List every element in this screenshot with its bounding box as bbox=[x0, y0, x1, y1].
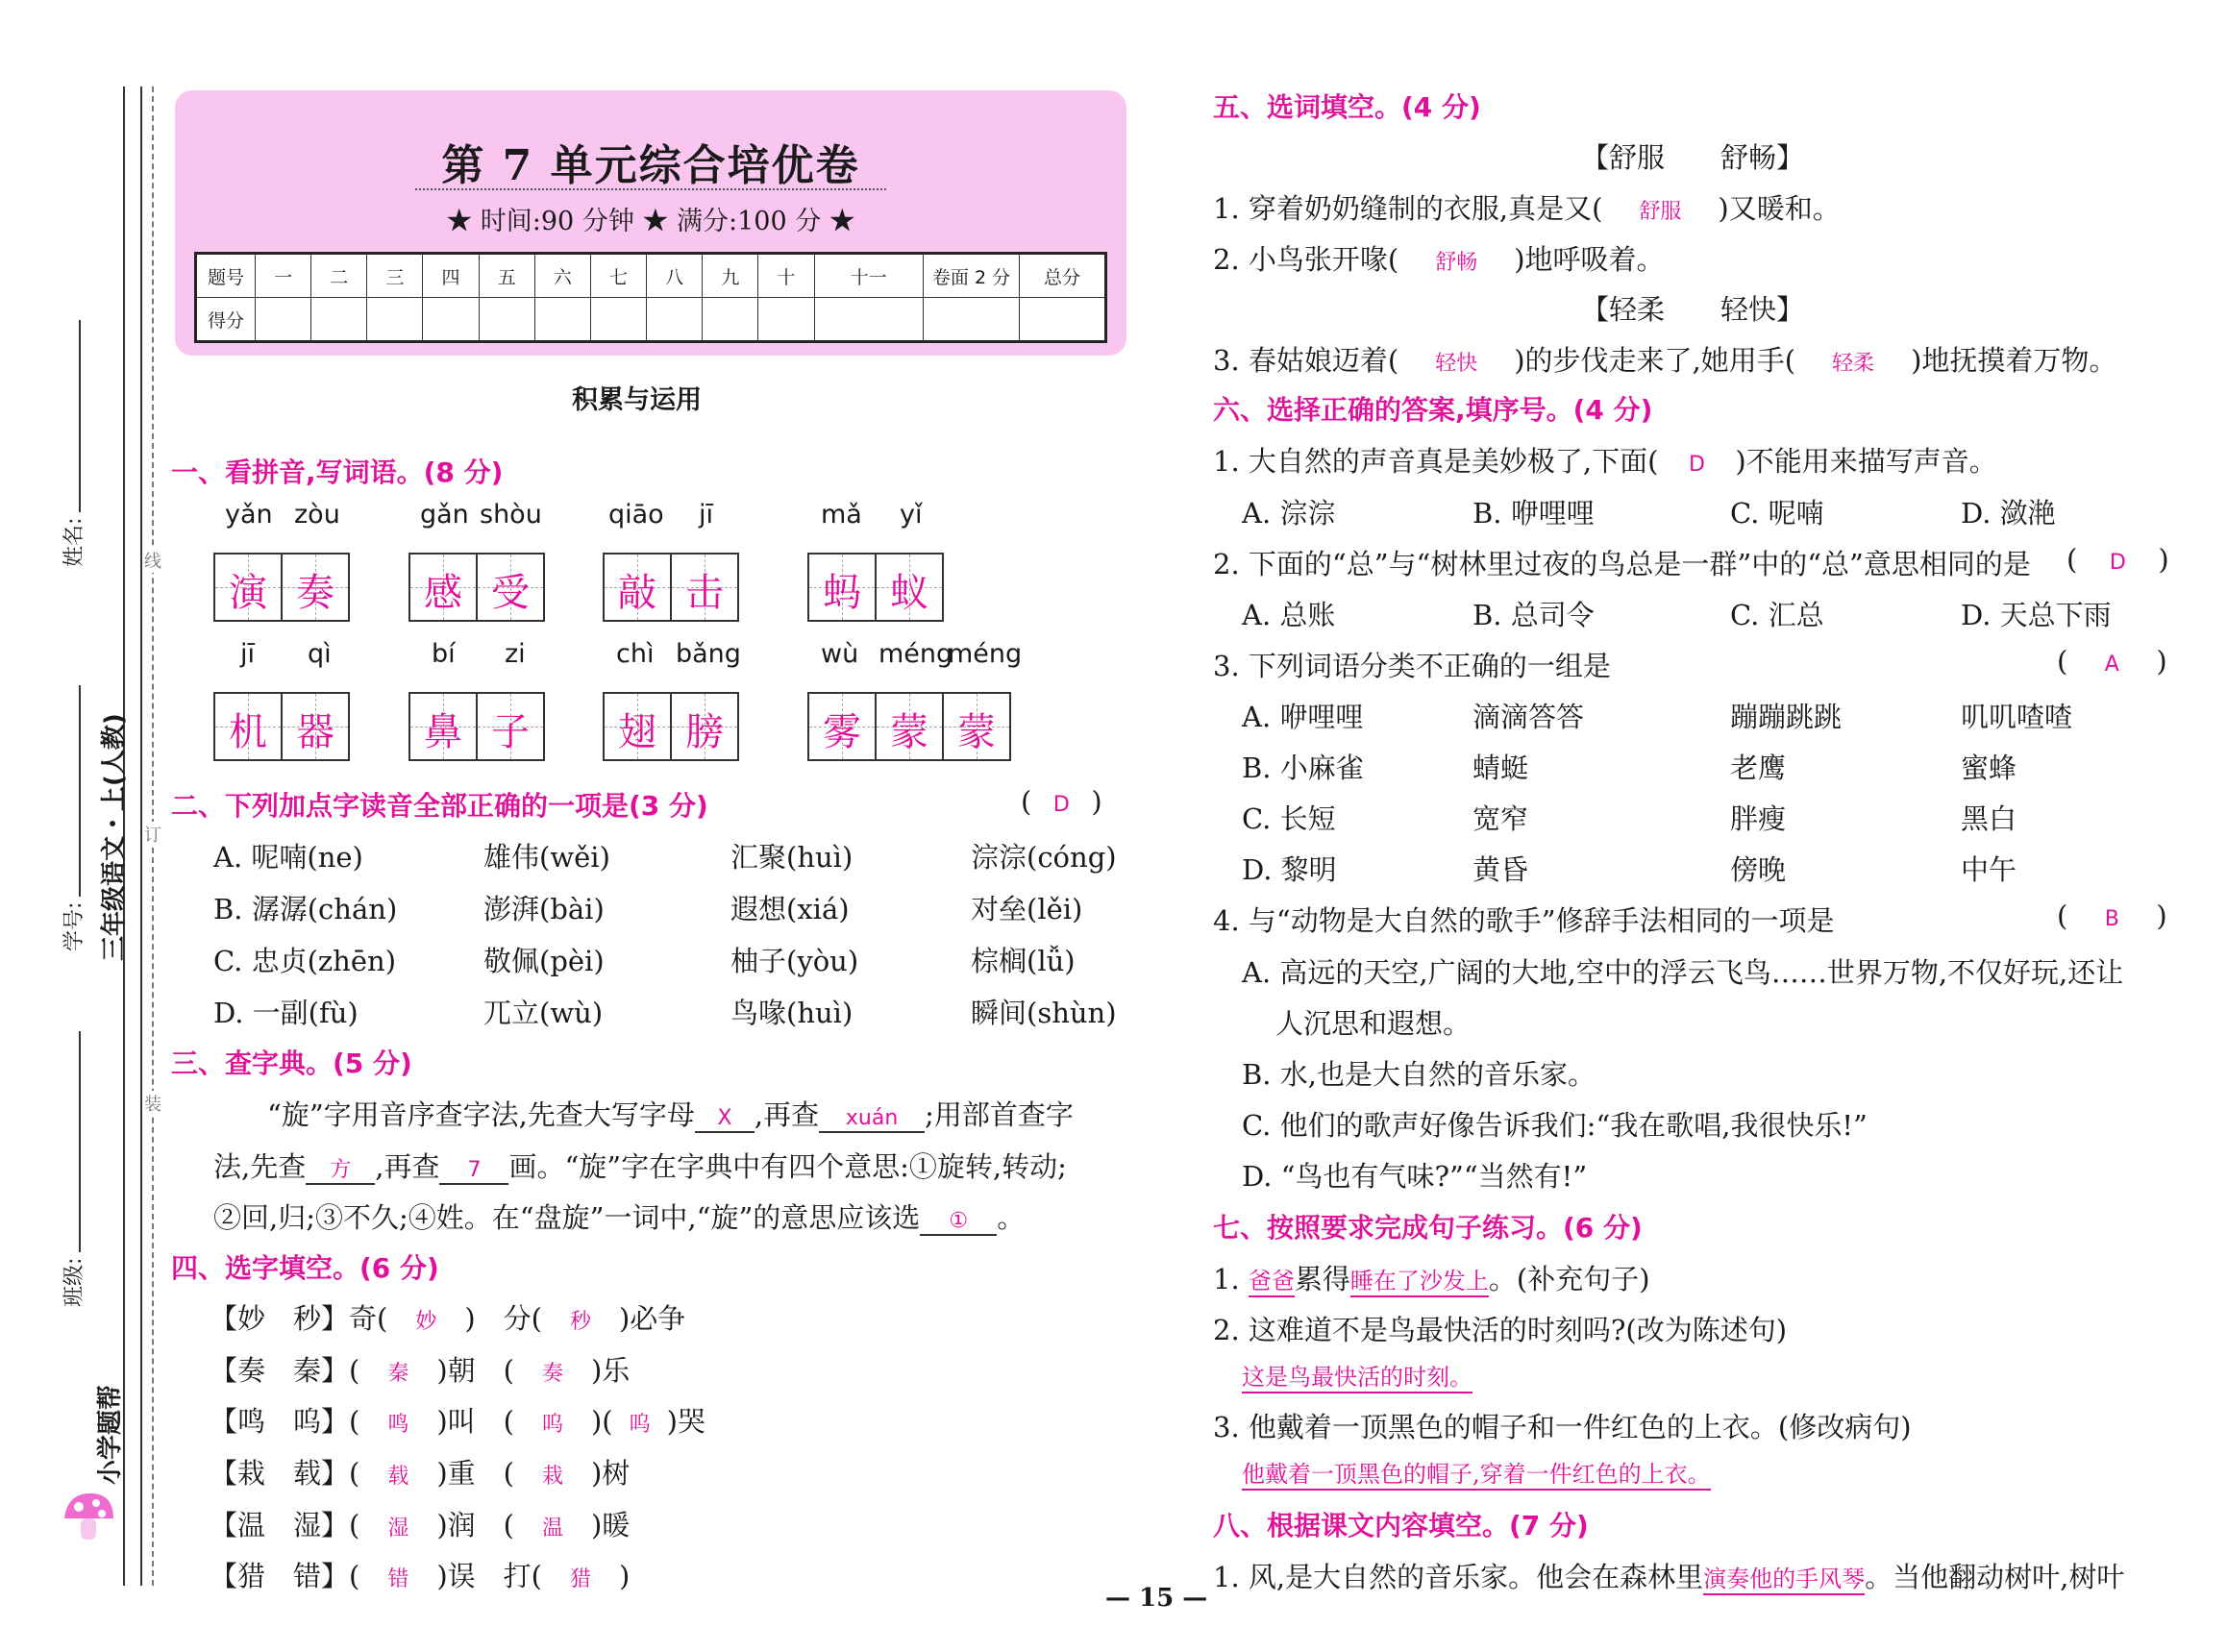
q6-option: 老鹰 bbox=[1730, 752, 1787, 784]
q2-option: 淙淙(cóng) bbox=[971, 841, 1117, 874]
score-header-cell: 卷面 2 分 bbox=[924, 254, 1020, 298]
pinyin: zòu bbox=[294, 500, 340, 530]
q5-word-group: 【舒服 舒畅】 bbox=[1581, 141, 1805, 174]
score-header-cell: 一 bbox=[256, 254, 311, 298]
q6-option: C. 他们的歌声好像告诉我们:“我在歌唱,我很快乐!” bbox=[1242, 1109, 1868, 1142]
score-header-cell: 七 bbox=[590, 254, 646, 298]
q4-row: 【栽 载】( 载 )重 ( 栽 )树 bbox=[210, 1457, 631, 1490]
score-cell[interactable] bbox=[534, 298, 590, 342]
score-header-cell: 总分 bbox=[1020, 254, 1106, 298]
q4-row: 【猎 错】( 错 )误 打( 猎 ) bbox=[210, 1560, 631, 1592]
page-subtitle: ★ 时间:90 分钟 ★ 满分:100 分 ★ bbox=[446, 207, 855, 236]
pinyin: qì bbox=[308, 639, 332, 669]
q2-option: 兀立(wù) bbox=[483, 997, 604, 1029]
q3-title: 三、查字典。(5 分) bbox=[171, 1048, 412, 1079]
q2-option: 遐想(xiá) bbox=[730, 893, 850, 925]
q6-option: A. 淙淙 bbox=[1242, 497, 1336, 530]
score-cell[interactable] bbox=[256, 298, 311, 342]
q6-option: C. 汇总 bbox=[1730, 599, 1824, 631]
score-header-cell: 十 bbox=[758, 254, 814, 298]
char-box: 受 bbox=[476, 553, 545, 622]
score-cell[interactable] bbox=[479, 298, 534, 342]
score-cell[interactable] bbox=[703, 298, 758, 342]
score-table-score-row bbox=[196, 298, 1106, 342]
score-header-cell: 二 bbox=[311, 254, 367, 298]
char-box: 蒙 bbox=[942, 692, 1011, 761]
char-box: 膀 bbox=[670, 692, 739, 761]
score-cell[interactable] bbox=[311, 298, 367, 342]
pinyin: jī bbox=[240, 639, 256, 669]
q2-option: 鸟喙(huì) bbox=[730, 997, 854, 1029]
score-header-cell: 四 bbox=[423, 254, 479, 298]
score-header-cell: 九 bbox=[703, 254, 758, 298]
q4-title: 四、选字填空。(6 分) bbox=[171, 1252, 439, 1284]
char-box: 感 bbox=[408, 553, 478, 622]
q6-option: A. 高远的天空,广阔的大地,空中的浮云飞鸟……世界万物,不仅好玩,还让 bbox=[1242, 956, 2124, 989]
q5-sentence: 2. 小鸟张开喙( 舒畅 )地呼吸着。 bbox=[1213, 243, 1665, 276]
q6-option: 黄昏 bbox=[1472, 853, 1529, 886]
q6-option: 宽窄 bbox=[1472, 802, 1529, 835]
q6-stem: 3. 下列词语分类不正确的一组是 bbox=[1213, 650, 1611, 682]
score-header-cell: 题号 bbox=[196, 254, 256, 298]
char-box: 奏 bbox=[281, 553, 350, 622]
q5-word-group: 【轻柔 轻快】 bbox=[1581, 293, 1805, 326]
pinyin: chì bbox=[616, 639, 655, 669]
pinyin: méng bbox=[878, 639, 953, 669]
char-box: 蚁 bbox=[875, 553, 944, 622]
q5-sentence: 3. 春姑娘迈着( 轻快 )的步伐走来了,她用手( 轻柔 )地抚摸着万物。 bbox=[1213, 344, 2117, 377]
q6-option: D. “鸟也有气味?”“当然有!” bbox=[1242, 1160, 1588, 1193]
q5-title: 五、选词填空。(4 分) bbox=[1213, 91, 1481, 123]
pinyin: mǎ bbox=[821, 500, 862, 530]
header-card bbox=[175, 90, 1126, 356]
q6-answer-bracket: ( B ) bbox=[2057, 900, 2167, 932]
q2-option: 汇聚(huì) bbox=[730, 841, 854, 874]
q6-option: C. 呢喃 bbox=[1730, 497, 1824, 530]
q2-option: B. 潺潺(chán) bbox=[213, 893, 398, 925]
q3-answer-letter: X bbox=[717, 1106, 732, 1130]
q2-option: 瞬间(shùn) bbox=[971, 997, 1117, 1029]
q6-option: D. 天总下雨 bbox=[1961, 599, 2112, 631]
q2-answer: D bbox=[1052, 793, 1070, 817]
q6-title: 六、选择正确的答案,填序号。(4 分) bbox=[1213, 394, 1653, 426]
score-table-header-row bbox=[196, 254, 1106, 298]
q7-answer-complement: 睡在了沙发上 bbox=[1350, 1262, 1489, 1297]
pinyin: jī bbox=[699, 500, 714, 530]
q7-answer-2: 这是鸟最快活的时刻。 bbox=[1242, 1358, 1472, 1393]
gutter-grade-label: 三年级语文・上(人教) bbox=[100, 713, 129, 961]
q6-option: 蜜蜂 bbox=[1961, 752, 2017, 784]
q7-item-3: 3. 他戴着一顶黑色的帽子和一件红色的上衣。(修改病句) bbox=[1213, 1411, 1912, 1443]
gutter-rule-inner bbox=[140, 86, 142, 1586]
pinyin: yǐ bbox=[900, 500, 923, 530]
q6-option: 蜻蜓 bbox=[1472, 752, 1529, 784]
page-number: — 15 — bbox=[1105, 1584, 1208, 1613]
char-box: 子 bbox=[476, 692, 545, 761]
q6-option: 黑白 bbox=[1961, 802, 2017, 835]
q6-stem: 1. 大自然的声音真是美妙极了,下面( D )不能用来描写声音。 bbox=[1213, 445, 1997, 478]
q6-option: B. 咿哩哩 bbox=[1472, 497, 1595, 530]
q6-option: 人沉思和遐想。 bbox=[1275, 1007, 1472, 1040]
q4-row: 【奏 秦】( 秦 )朝 ( 奏 )乐 bbox=[210, 1354, 631, 1387]
q1-title: 一、看拼音,写词语。(8 分) bbox=[171, 456, 504, 488]
cut-label-line: 线 bbox=[144, 548, 161, 573]
gutter-brand: 小学题帮 bbox=[96, 1384, 125, 1485]
q3-line-3: ②回,归;③不久;④姓。在“盘旋”一词中,“旋”的意思应该选 ① 。 bbox=[213, 1201, 1026, 1234]
pinyin: qiāo bbox=[608, 500, 664, 530]
char-box: 演 bbox=[213, 553, 283, 622]
q2-option: 敬佩(pèi) bbox=[483, 945, 605, 977]
char-box: 击 bbox=[670, 553, 739, 622]
score-header-cell: 三 bbox=[367, 254, 423, 298]
q8-title: 八、根据课文内容填空。(7 分) bbox=[1213, 1510, 1589, 1541]
q8-item-1: 1. 风,是大自然的音乐家。他会在森林里演奏他的手风琴。当他翻动树叶,树叶 bbox=[1213, 1561, 2125, 1593]
cut-label-bind: 订 bbox=[144, 822, 161, 847]
q4-row: 【妙 秒】奇( 妙 ) 分( 秒 )必争 bbox=[210, 1302, 686, 1335]
q6-option: A. 总账 bbox=[1242, 599, 1336, 631]
pinyin: wù bbox=[821, 639, 859, 669]
pinyin: bí bbox=[432, 639, 456, 669]
score-cell[interactable] bbox=[590, 298, 646, 342]
q6-stem: 2. 下面的“总”与“树林里过夜的鸟总是一群”中的“总”意思相同的是 bbox=[1213, 548, 2031, 580]
char-box: 器 bbox=[281, 692, 350, 761]
q4-row: 【温 湿】( 湿 )润 ( 温 )暖 bbox=[210, 1509, 631, 1541]
page-title: 第 7 单元综合培优卷 bbox=[441, 141, 860, 190]
q2-option: 对垒(lěi) bbox=[971, 893, 1083, 925]
score-header-cell: 八 bbox=[647, 254, 703, 298]
cut-label-pack: 装 bbox=[144, 1091, 161, 1116]
char-box: 机 bbox=[213, 692, 283, 761]
q2-option: 柚子(yòu) bbox=[730, 945, 859, 977]
q2-option: 雄伟(wěi) bbox=[483, 841, 610, 874]
q2-option: D. 一副(fù) bbox=[213, 997, 359, 1029]
char-box: 敲 bbox=[603, 553, 672, 622]
pinyin: yǎn bbox=[225, 500, 273, 530]
section-heading: 积累与运用 bbox=[572, 385, 702, 415]
q7-item-2: 2. 这难道不是鸟最快活的时刻吗?(改为陈述句) bbox=[1213, 1314, 1788, 1346]
q6-answer-bracket: ( D ) bbox=[2066, 543, 2169, 576]
q8-answer-1: 演奏他的手风琴 bbox=[1703, 1560, 1865, 1595]
q3-line-2: 法,先查 方 ,再查 7 画。“旋”字在字典中有四个意思:①旋转,转动; bbox=[213, 1150, 1067, 1183]
q6-option: D. 潋滟 bbox=[1961, 497, 2056, 530]
char-box: 雾 bbox=[807, 692, 877, 761]
q2-option: 澎湃(bài) bbox=[483, 893, 605, 925]
q6-option: B. 总司令 bbox=[1472, 599, 1595, 631]
score-row-label: 得分 bbox=[196, 298, 256, 342]
q3-answer-strokes: 7 bbox=[467, 1158, 482, 1182]
q3-line-1: “旋”字用音序查字法,先查大写字母 X ,再查 xuán ;用部首查字 bbox=[267, 1098, 1074, 1131]
pinyin: bǎng bbox=[676, 639, 741, 669]
q6-answer-bracket: ( A ) bbox=[2057, 645, 2167, 678]
q6-option: 滴滴答答 bbox=[1472, 701, 1585, 733]
q7-item-1: 1. 爸爸累得睡在了沙发上。(补充句子) bbox=[1213, 1263, 1650, 1295]
score-header-cell: 五 bbox=[479, 254, 534, 298]
char-box: 蚂 bbox=[807, 553, 877, 622]
char-box: 蒙 bbox=[875, 692, 944, 761]
gutter-name-label: 姓名: bbox=[58, 320, 87, 567]
q6-option: B. 小麻雀 bbox=[1242, 752, 1364, 784]
gutter-class-label: 班级: bbox=[58, 1031, 87, 1307]
q6-option: B. 水,也是大自然的音乐家。 bbox=[1242, 1058, 1596, 1091]
score-cell[interactable] bbox=[367, 298, 423, 342]
q2-option: A. 呢喃(ne) bbox=[213, 841, 363, 874]
q6-option: 蹦蹦跳跳 bbox=[1730, 701, 1843, 733]
mushroom-icon bbox=[60, 1488, 117, 1545]
q7-answer-subject: 爸爸 bbox=[1249, 1262, 1295, 1297]
char-box: 翅 bbox=[603, 692, 672, 761]
q6-option: D. 黎明 bbox=[1242, 853, 1337, 886]
q2-option: C. 忠贞(zhēn) bbox=[213, 945, 397, 977]
char-box: 鼻 bbox=[408, 692, 478, 761]
score-cell[interactable] bbox=[1020, 298, 1106, 342]
score-cell[interactable] bbox=[647, 298, 703, 342]
title-rule bbox=[415, 188, 886, 190]
q6-option: 叽叽喳喳 bbox=[1961, 701, 2073, 733]
gutter-id-label: 学号: bbox=[58, 685, 87, 951]
score-cell[interactable] bbox=[758, 298, 814, 342]
score-table bbox=[194, 252, 1107, 343]
pinyin: zi bbox=[505, 639, 526, 669]
q2-option: 棕榈(lǚ) bbox=[971, 945, 1076, 977]
q7-title: 七、按照要求完成句子练习。(6 分) bbox=[1213, 1212, 1643, 1244]
q6-option: A. 咿哩哩 bbox=[1242, 701, 1364, 733]
q3-answer-meaning: ① bbox=[949, 1209, 969, 1233]
pinyin: shòu bbox=[480, 500, 542, 530]
q3-answer-radical: 方 bbox=[330, 1158, 352, 1182]
pinyin: gǎn bbox=[420, 500, 469, 530]
q6-option: 中午 bbox=[1961, 853, 2017, 886]
pinyin: méng bbox=[948, 639, 1023, 669]
score-header-cell: 十一 bbox=[814, 254, 923, 298]
q4-row: 【鸣 呜】( 鸣 )叫 ( 呜 )( 呜 )哭 bbox=[210, 1405, 705, 1438]
q6-option: C. 长短 bbox=[1242, 802, 1336, 835]
q6-option: 胖瘦 bbox=[1730, 802, 1787, 835]
q5-sentence: 1. 穿着奶奶缝制的衣服,真是又( 舒服 )又暖和。 bbox=[1213, 192, 1841, 225]
score-cell[interactable] bbox=[924, 298, 1020, 342]
score-cell[interactable] bbox=[814, 298, 923, 342]
score-cell[interactable] bbox=[423, 298, 479, 342]
score-header-cell: 六 bbox=[534, 254, 590, 298]
q7-answer-3: 他戴着一顶黑色的帽子,穿着一件红色的上衣。 bbox=[1242, 1455, 1711, 1491]
q6-option: 傍晚 bbox=[1730, 853, 1787, 886]
q2-answer-bracket: ( D ) bbox=[1021, 785, 1102, 818]
q3-answer-syllable: xuán bbox=[845, 1106, 899, 1130]
q6-stem: 4. 与“动物是大自然的歌手”修辞手法相同的一项是 bbox=[1213, 904, 1835, 937]
q2-title: 二、下列加点字读音全部正确的一项是(3 分) bbox=[171, 790, 708, 822]
